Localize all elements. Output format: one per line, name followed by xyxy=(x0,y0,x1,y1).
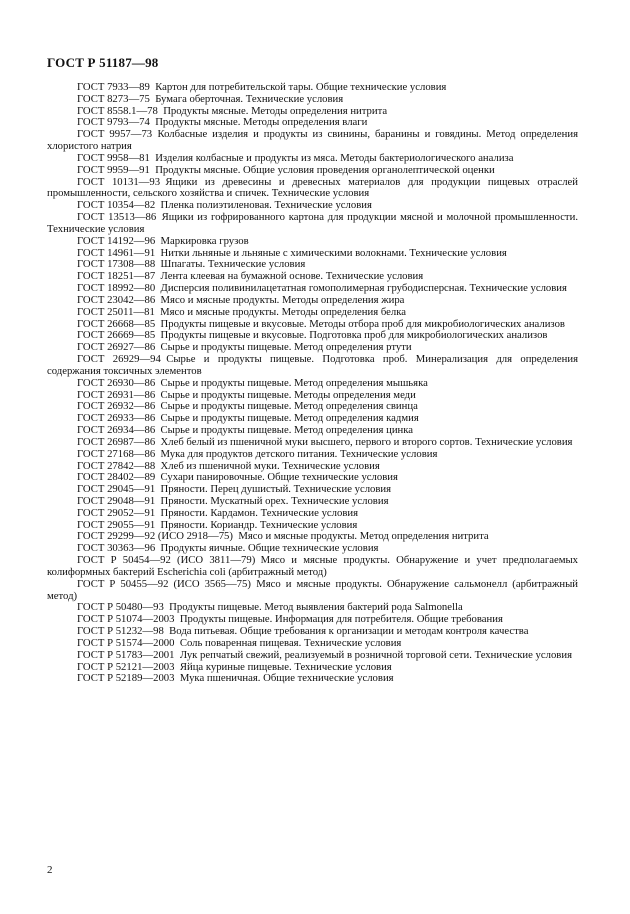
reference-code: ГОСТ Р 52189—2003 xyxy=(77,672,175,685)
page-number: 2 xyxy=(47,864,53,876)
reference-title: Продукты пищевые и вкусовые. Методы отбора проб для микробиологических анализов xyxy=(160,317,565,330)
reference-title: Изделия колбасные и продукты из мяса. Методы бактериологического анализа xyxy=(155,151,514,164)
reference-title: Продукты мясные. Методы определения влаги xyxy=(155,116,368,129)
reference-code: ГОСТ 26933—86 xyxy=(77,412,156,425)
reference-title: Сырье и продукты пищевые. Метод определения цинка xyxy=(160,424,414,437)
reference-title: Пряности. Кардамон. Технические условия xyxy=(160,506,359,519)
reference-title: Дисперсия поливинилацетатная гомополимерная грубодисперсная. Технические условия xyxy=(160,282,567,295)
reference-code: ГОСТ Р 50454—92 (ИСО 3811—79) xyxy=(77,554,256,567)
reference-title: Сырье и продукты пищевые. Метод определения кадмия xyxy=(160,412,419,425)
reference-item xyxy=(47,129,578,153)
reference-code: ГОСТ 27842—88 xyxy=(77,459,156,472)
reference-title: Пряности. Мускатный орех. Технические условия xyxy=(160,494,389,507)
reference-code: ГОСТ 29048—91 xyxy=(77,494,156,507)
reference-title: Продукты мясные. Методы определения нитрита xyxy=(163,104,388,117)
reference-title: Продукты пищевые. Информация для потребителя. Общие требования xyxy=(179,613,503,626)
reference-code: ГОСТ 14192—96 xyxy=(77,234,156,247)
reference-code: ГОСТ 26930—86 xyxy=(77,376,156,389)
reference-code: ГОСТ 26929—94 xyxy=(77,353,161,366)
reference-code: ГОСТ 25011—81 xyxy=(77,305,155,318)
reference-title: Мясо и мясные продукты. Обнаружение сальмонелл (арбитражный метод) xyxy=(47,577,579,602)
reference-title: Сырье и продукты пищевые. Метод определения свинца xyxy=(160,400,418,413)
reference-code: ГОСТ 26932—86 xyxy=(77,400,156,413)
reference-title: Мука для продуктов детского питания. Технические условия xyxy=(160,447,438,460)
reference-code: ГОСТ 14961—91 xyxy=(77,246,156,259)
reference-code: ГОСТ 28402—89 xyxy=(77,471,156,484)
reference-code: ГОСТ 8558.1—78 xyxy=(77,104,158,117)
reference-item xyxy=(47,579,578,603)
reference-title: Сухари панировочные. Общие технические условия xyxy=(160,471,398,484)
reference-code: ГОСТ 23042—86 xyxy=(77,293,156,306)
reference-title: Шпагаты. Технические условия xyxy=(160,258,306,271)
reference-code: ГОСТ Р 50455—92 (ИСО 3565—75) xyxy=(77,577,251,590)
reference-code: ГОСТ Р 52121—2003 xyxy=(77,660,175,673)
reference-code: ГОСТ 9793—74 xyxy=(77,116,150,129)
reference-title: Мясо и мясные продукты. Методы определения белка xyxy=(160,305,406,318)
reference-title: Хлеб белый из пшеничной муки высшего, первого и второго сортов. Технические условия xyxy=(160,435,573,448)
reference-title: Бумага оберточная. Технические условия xyxy=(155,92,344,105)
reference-code: ГОСТ 29052—91 xyxy=(77,506,156,519)
reference-code: ГОСТ Р 51074—2003 xyxy=(77,613,175,626)
reference-code: ГОСТ 30363—96 xyxy=(77,542,156,555)
reference-title: Пряности. Кориандр. Технические условия xyxy=(160,518,358,531)
reference-title: Сырье и продукты пищевые. Подготовка проб. Минерализация для определения содержания токсичных элементов xyxy=(47,353,578,377)
reference-code: ГОСТ 18251—87 xyxy=(77,270,156,283)
reference-title: Сырье и продукты пищевые. Методы определения меди xyxy=(160,388,416,401)
reference-title: Колбасные изделия и продукты из свинины, баранины и говядины. Метод определения хлористого натрия xyxy=(47,128,578,153)
reference-title: Мясо и мясные продукты. Обнаружение и учет предполагаемых колиформных бактерий Escherichia coli (арбитражный метод) xyxy=(47,554,578,578)
reference-title: Сырье и продукты пищевые. Метод определения ртути xyxy=(160,341,412,354)
reference-item xyxy=(47,354,578,378)
reference-code: ГОСТ 9957—73 xyxy=(77,128,153,141)
reference-item xyxy=(47,673,578,685)
reference-code: ГОСТ 8273—75 xyxy=(77,92,150,105)
reference-code: ГОСТ 7933—89 xyxy=(77,81,150,93)
reference-code: ГОСТ 26931—86 xyxy=(77,388,156,401)
reference-code: ГОСТ 26668—85 xyxy=(77,317,156,330)
reference-code: ГОСТ 26669—85 xyxy=(77,329,156,342)
reference-title: Вода питьевая. Общие требования к организации и методам контроля качества xyxy=(169,625,529,638)
reference-item xyxy=(47,555,578,579)
reference-title: Соль поваренная пищевая. Технические условия xyxy=(179,636,402,649)
reference-title: Маркировка грузов xyxy=(160,234,249,247)
reference-title: Картон для потребительской тары. Общие технические условия xyxy=(155,81,447,93)
reference-title: Мясо и мясные продукты. Метод определения нитрита xyxy=(238,530,489,543)
reference-code: ГОСТ 29055—91 xyxy=(77,518,156,531)
reference-item xyxy=(47,177,578,201)
reference-title: Нитки льняные и льняные с химическими волокнами. Технические условия xyxy=(160,246,507,259)
reference-code: ГОСТ 29045—91 xyxy=(77,483,156,496)
reference-code: ГОСТ 10131—93 xyxy=(77,175,161,188)
reference-title: Ящики из гофрированного картона для продукции мясной и молочной промышленности. Технические условия xyxy=(47,211,578,235)
reference-title: Пленка полиэтиленовая. Технические условия xyxy=(160,199,372,212)
reference-code: ГОСТ Р 51232—98 xyxy=(77,625,164,638)
reference-code: ГОСТ 10354—82 xyxy=(77,199,156,212)
reference-code: ГОСТ 27168—86 xyxy=(77,447,156,460)
reference-title: Пряности. Перец душистый. Технические условия xyxy=(160,483,392,496)
reference-title: Лук репчатый свежий, реализуемый в розничной торговой сети. Технические условия xyxy=(179,648,572,661)
reference-code: ГОСТ 9959—91 xyxy=(77,163,150,176)
reference-title: Продукты яичные. Общие технические условия xyxy=(160,542,379,555)
reference-title: Сырье и продукты пищевые. Метод определения мышьяка xyxy=(160,376,428,389)
page-header: ГОСТ Р 51187—98 xyxy=(47,55,159,70)
reference-code: ГОСТ 29299—92 (ИСО 2918—75) xyxy=(77,530,233,543)
reference-code: ГОСТ 26927—86 xyxy=(77,341,156,354)
reference-code: ГОСТ Р 51574—2000 xyxy=(77,636,175,649)
reference-title: Мясо и мясные продукты. Методы определения жира xyxy=(160,293,405,306)
reference-item xyxy=(47,212,578,236)
reference-title: Лента клеевая на бумажной основе. Технические условия xyxy=(160,270,424,283)
reference-code: ГОСТ 18992—80 xyxy=(77,282,156,295)
reference-title: Яйца куриные пищевые. Технические условия xyxy=(179,660,392,673)
reference-code: ГОСТ Р 50480—93 xyxy=(77,601,164,614)
reference-title: Мука пшеничная. Общие технические условия xyxy=(179,672,394,685)
reference-title: Ящики из древесины и древесных материалов для продукции пищевых отраслей промышленности, сельского хозяйства и спичек. Технические условия xyxy=(47,175,579,200)
reference-code: ГОСТ 26987—86 xyxy=(77,435,156,448)
reference-title: Хлеб из пшеничной муки. Технические условия xyxy=(160,459,380,472)
normative-references-list xyxy=(47,82,578,685)
reference-code: ГОСТ 17308—88 xyxy=(77,258,156,271)
reference-title: Продукты пищевые. Метод выявления бактерий рода Salmonella xyxy=(169,601,463,614)
reference-title: Продукты мясные. Общие условия проведения органолептической оценки xyxy=(155,163,495,176)
reference-title: Продукты пищевые и вкусовые. Подготовка проб для микробиологических анализов xyxy=(160,329,548,342)
reference-code: ГОСТ 9958—81 xyxy=(77,151,150,164)
reference-code: ГОСТ Р 51783—2001 xyxy=(77,648,175,661)
reference-code: ГОСТ 13513—86 xyxy=(77,211,157,224)
reference-code: ГОСТ 26934—86 xyxy=(77,424,156,437)
